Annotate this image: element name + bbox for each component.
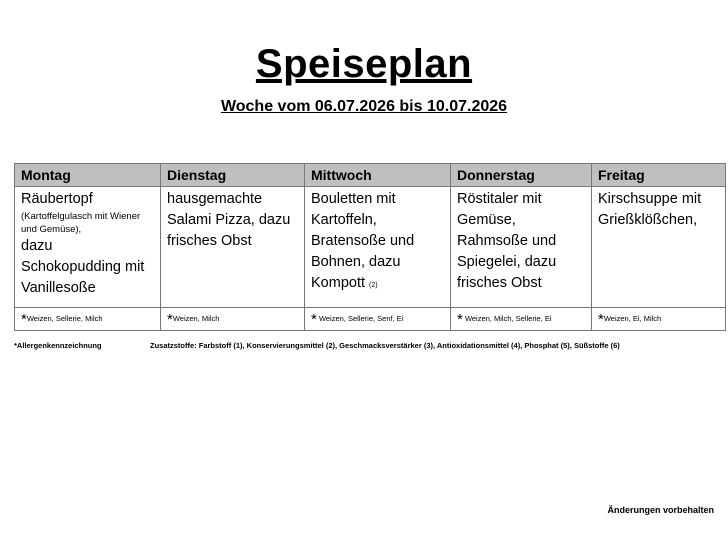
allergens-tuesday <box>161 308 305 331</box>
dish-main: Bouletten mit Kartoffeln, Bratensoße und Bohnen, dazu Kompott <box>311 191 415 291</box>
dish-friday: Kirschsuppe mit Grießklößchen, <box>592 187 726 308</box>
allergens-friday <box>592 308 726 331</box>
dish-main: Räubertopf <box>21 191 93 207</box>
dish-monday <box>15 187 161 308</box>
allergens-thursday <box>451 308 592 331</box>
changes-note: Änderungen vorbehalten <box>607 505 714 515</box>
allergen-list: Weizen, Ei, Milch <box>603 314 662 323</box>
allergen-list: Weizen, Milch <box>172 314 220 323</box>
menu-table <box>14 163 726 331</box>
day-header-thursday: Donnerstag <box>451 164 592 187</box>
allergen-star: * <box>21 311 27 328</box>
allergen-list: Weizen, Sellerie, Senf, Ei <box>318 314 404 323</box>
allergen-star: * <box>311 311 317 328</box>
day-header-tuesday: Dienstag <box>161 164 305 187</box>
day-header-friday: Freitag <box>592 164 726 187</box>
additives-legend: Zusatzstoffe: Farbstoff (1), Konservierungsmittel (2), Geschmacksverstärker (3), Antioxidationsmittel (4), Phosphat (5), Süßstoffe (6) <box>150 341 620 350</box>
dish-note: (Kartoffelgulasch mit Wiener und Gemüse), <box>21 211 141 235</box>
allergen-star: * <box>457 311 463 328</box>
dish-tuesday: hausgemachte Salami Pizza, dazu frisches Obst <box>161 187 305 308</box>
allergen-list: Weizen, Milch, Sellerie, Ei <box>464 314 552 323</box>
allergens-monday <box>15 308 161 331</box>
allergen-note: *Allergenkennzeichnung <box>14 341 102 350</box>
dish-wednesday <box>305 187 451 308</box>
allergen-list: Weizen, Sellerie, Milch <box>26 314 103 323</box>
dish-row <box>15 187 726 308</box>
day-header-monday: Montag <box>15 164 161 187</box>
allergen-star: * <box>167 311 173 328</box>
week-range: Woche vom 06.07.2026 bis 10.07.2026 <box>220 98 508 115</box>
allergen-row <box>15 308 726 331</box>
allergens-wednesday <box>305 308 451 331</box>
allergen-star: * <box>598 311 604 328</box>
day-header-wednesday: Mittwoch <box>305 164 451 187</box>
dish-thursday: Röstitaler mit Gemüse, Rahmsoße und Spiegelei, dazu frisches Obst <box>451 187 592 308</box>
page-title: Speiseplan <box>255 42 473 86</box>
dish-rest: dazu Schokopudding mit Vanillesoße <box>21 238 145 296</box>
additive-marker: (2) <box>369 282 378 289</box>
header-row <box>15 164 726 187</box>
